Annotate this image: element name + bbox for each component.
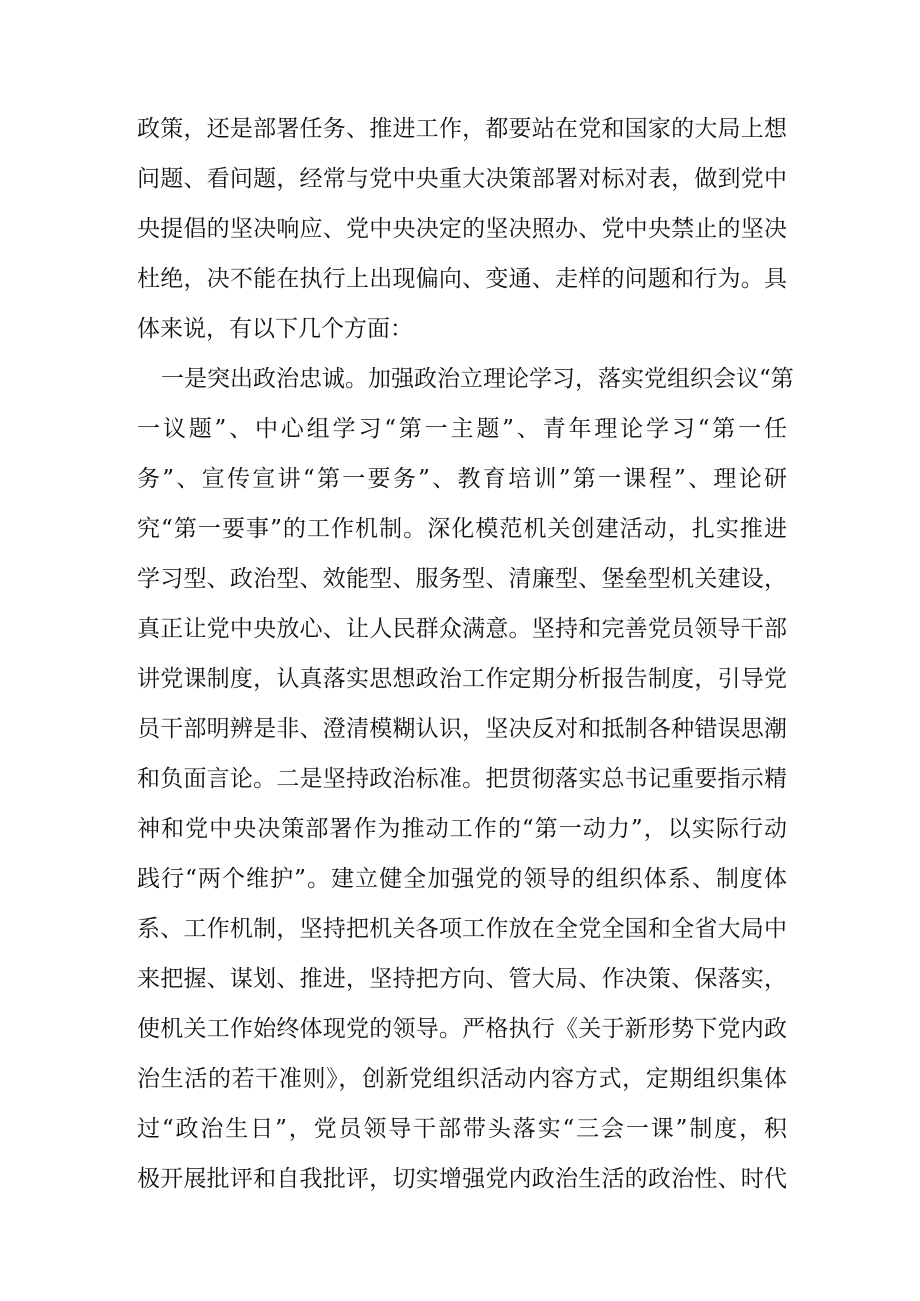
text-line-8: 务”、宣传宣讲“第一要务”、教育培训”第一课程”、理论研 <box>137 466 787 492</box>
text-line-17: 系、工作机制，坚持把机关各项工作放在全党全国和全省大局中 <box>137 916 787 942</box>
text-line-3: 央提倡的坚决响应、党中央决定的坚决照办、党中央禁止的坚决 <box>137 216 787 242</box>
text-line-12: 讲党课制度，认真落实思想政治工作定期分析报告制度，引导党 <box>137 666 787 692</box>
text-line-11: 真正让党中央放心、让人民群众满意。坚持和完善党员领导干部 <box>137 616 787 642</box>
text-line-10: 学习型、政治型、效能型、服务型、清廉型、堡垒型机关建设， <box>137 566 787 592</box>
text-line-20: 治生活的若干准则》，创新党组织活动内容方式，定期组织集体 <box>137 1066 787 1092</box>
text-line-7: 一议题”、中心组学习“第一主题”、青年理论学习“第一任 <box>137 416 787 442</box>
text-line-22: 极开展批评和自我批评，切实增强党内政治生活的政治性、时代 <box>137 1166 787 1192</box>
text-line-2: 问题、看问题，经常与党中央重大决策部署对标对表，做到党中 <box>137 166 787 192</box>
text-line-21: 过“政治生日”，党员领导干部带头落实“三会一课”制度，积 <box>137 1116 787 1142</box>
text-line-13: 员干部明辨是非、澄清模糊认识，坚决反对和抵制各种错误思潮 <box>137 716 787 742</box>
text-line-1: 政策，还是部署任务、推进工作，都要站在党和国家的大局上想 <box>137 116 787 142</box>
text-line-4: 杜绝，决不能在执行上出现偏向、变通、走样的问题和行为。具 <box>137 266 787 292</box>
body-text <box>137 104 794 1204</box>
text-line-6: 一是突出政治忠诚。加强政治立理论学习，落实党组织会议“第 <box>161 366 794 392</box>
text-line-9: 究“第一要事”的工作机制。深化模范机关创建活动，扎实推进 <box>137 516 787 542</box>
text-line-15: 神和党中央决策部署作为推动工作的“第一动力”，以实际行动 <box>137 816 787 842</box>
text-line-14: 和负面言论。二是坚持政治标准。把贯彻落实总书记重要指示精 <box>137 766 787 792</box>
text-line-5: 体来说，有以下几个方面： <box>137 316 413 342</box>
text-line-16: 践行“两个维护”。建立健全加强党的领导的组织体系、制度体 <box>137 866 787 892</box>
text-line-18: 来把握、谋划、推进，坚持把方向、管大局、作决策、保落实， <box>137 966 787 992</box>
text-line-19: 使机关工作始终体现党的领导。严格执行《关于新形势下党内政 <box>137 1016 787 1042</box>
